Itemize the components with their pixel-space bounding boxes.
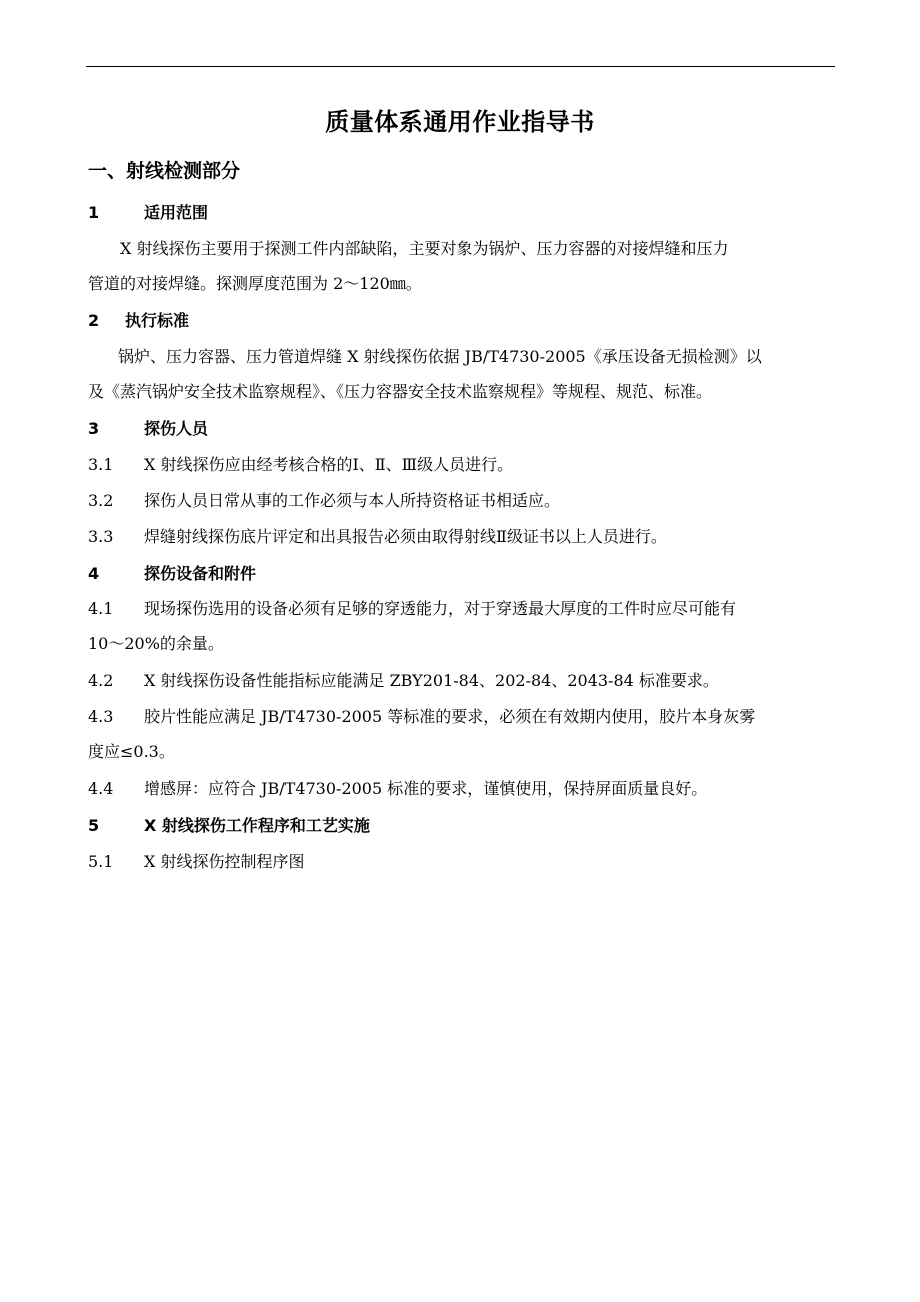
section-number: 5: [88, 816, 100, 835]
item-text: 焊缝射线探伤底片评定和出具报告必须由取得射线Ⅱ级证书以上人员进行。: [144, 527, 667, 546]
list-item: [88, 453, 838, 477]
section-1-heading: [88, 201, 838, 225]
item-number: 3.2: [88, 491, 114, 510]
section-heading: 一、射线检测部分: [88, 160, 241, 182]
item-number: 4.2: [88, 671, 114, 690]
list-item: [88, 669, 838, 693]
section-number: 4: [88, 564, 100, 583]
section-3-heading: [88, 417, 838, 441]
paragraph-line: 及《蒸汽锅炉安全技术监察规程》、《压力容器安全技术监察规程》等规程、规范、标准。: [88, 382, 713, 401]
item-number: 4.4: [88, 779, 114, 798]
item-text: 探伤人员日常从事的工作必须与本人所持资格证书相适应。: [144, 491, 561, 510]
item-number: 4.1: [88, 599, 114, 618]
item-text: X 射线探伤控制程序图: [144, 852, 305, 871]
section-title: 执行标准: [125, 311, 190, 330]
item-text: X 射线探伤应由经考核合格的Ⅰ、Ⅱ、Ⅲ级人员进行。: [144, 455, 514, 474]
list-item: [88, 705, 838, 729]
item-number: 5.1: [88, 852, 114, 871]
list-item: [88, 850, 838, 874]
header-rule: [86, 66, 835, 67]
item-number: 3.3: [88, 527, 114, 546]
list-item: [88, 489, 838, 513]
list-item: [88, 525, 838, 549]
item-text: 现场探伤选用的设备必须有足够的穿透能力，对于穿透最大厚度的工件时应尽可能有: [144, 599, 737, 618]
document-title: 质量体系通用作业指导书: [325, 108, 595, 136]
paragraph-line: 管道的对接焊缝。探测厚度范围为 2～120㎜。: [88, 274, 422, 293]
item-text: X 射线探伤设备性能指标应能满足 ZBY201-84、202-84、2043-84 标准要求。: [144, 671, 719, 690]
list-item-continuation: 10～20%的余量。: [88, 634, 224, 653]
item-number: 3.1: [88, 455, 114, 474]
section-2-heading: [88, 309, 838, 333]
paragraph-line: 锅炉、压力容器、压力管道焊缝 X 射线探伤依据 JB/T4730-2005《承压设备无损检测》以: [118, 347, 762, 366]
list-item: [88, 597, 838, 621]
section-title: 探伤设备和附件: [144, 564, 257, 583]
section-title: 探伤人员: [144, 419, 209, 438]
section-number: 1: [88, 203, 100, 222]
section-number: 3: [88, 419, 100, 438]
item-text: 增感屏：应符合 JB/T4730-2005 标准的要求，谨慎使用，保持屏面质量良好。: [144, 779, 708, 798]
item-number: 4.3: [88, 707, 114, 726]
list-item: [88, 777, 838, 801]
item-text: 胶片性能应满足 JB/T4730-2005 等标准的要求，必须在有效期内使用，胶片本身灰雾: [144, 707, 756, 726]
paragraph-line: X 射线探伤主要用于探测工件内部缺陷，主要对象为锅炉、压力容器的对接焊缝和压力: [120, 239, 729, 258]
section-5-heading: [88, 814, 838, 838]
section-title: X 射线探伤工作程序和工艺实施: [144, 816, 370, 835]
section-title: 适用范围: [144, 203, 209, 222]
section-4-heading: [88, 562, 838, 586]
list-item-continuation: 度应≤0.3。: [88, 742, 175, 761]
section-number: 2: [88, 311, 100, 330]
